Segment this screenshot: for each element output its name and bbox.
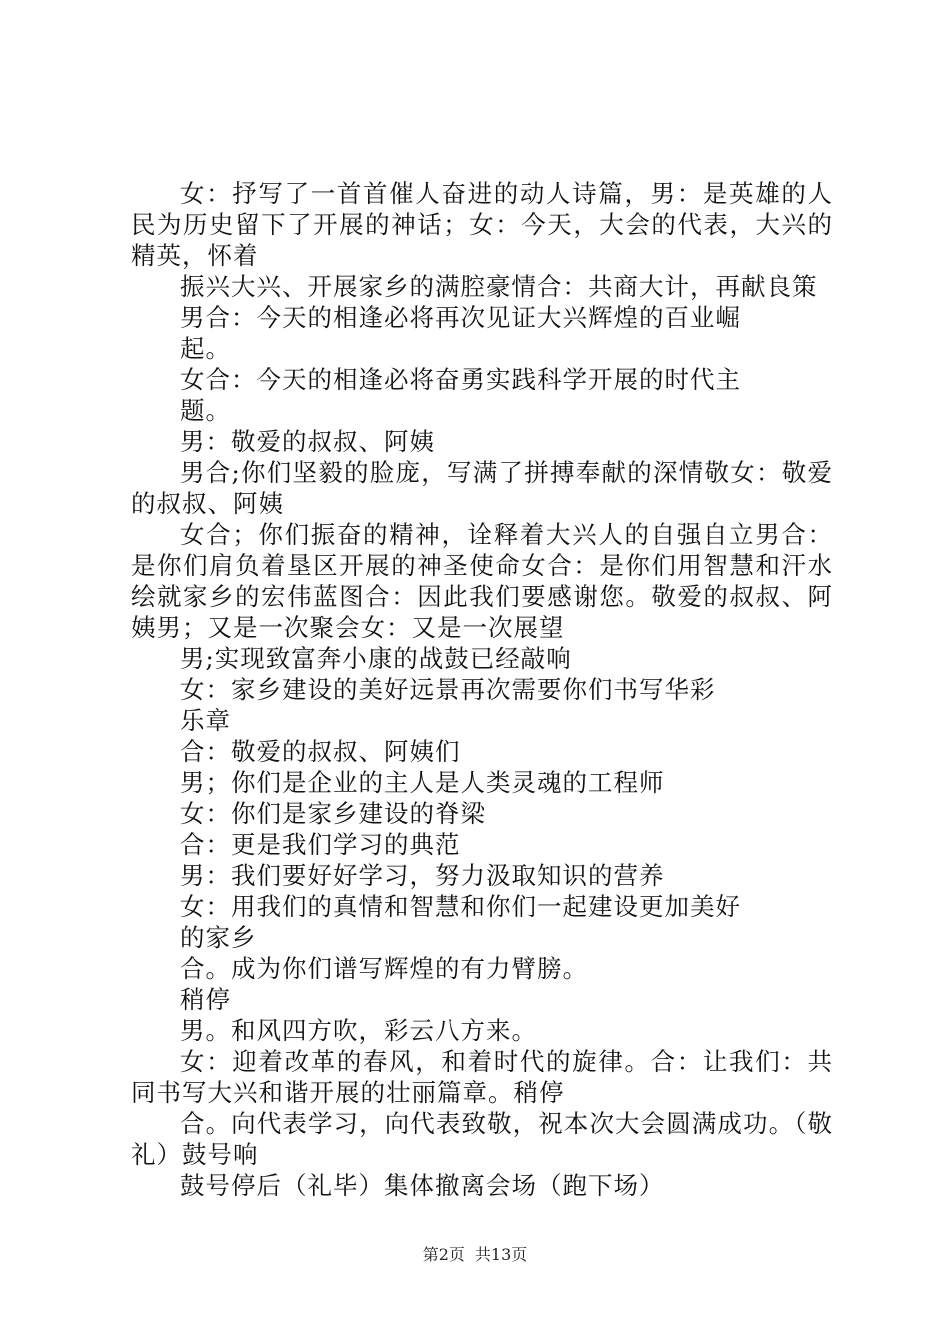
- paragraph: 男合;你们坚毅的脸庞，写满了拼搏奉献的深情敬女：敬爱的叔叔、阿姨: [131, 458, 833, 518]
- page-total: 共13页: [474, 1245, 528, 1264]
- page-number: 第2页: [422, 1245, 465, 1264]
- paragraph: 女：你们是家乡建设的脊梁: [180, 799, 486, 828]
- paragraph: 起。: [180, 334, 231, 363]
- paragraph: 合。向代表学习，向代表致敬，祝本次大会圆满成功。（敬礼）鼓号响: [131, 1109, 833, 1169]
- paragraph: 女：抒写了一首首催人奋进的动人诗篇，男：是英雄的人民为历史留下了开展的神话；女：今天，大会的代表，大兴的精英，怀着: [131, 179, 833, 270]
- paragraph: 男；你们是企业的主人是人类灵魂的工程师: [180, 768, 665, 797]
- paragraph: 女：用我们的真情和智慧和你们一起建设更加美好: [180, 892, 741, 921]
- paragraph: 振兴大兴、开展家乡的满腔豪情合：共商大计，再献良策: [180, 272, 818, 301]
- paragraph: 男：我们要好好学习，努力汲取知识的营养: [180, 861, 665, 890]
- paragraph: 男。和风四方吹，彩云八方来。: [180, 1016, 537, 1045]
- document-body: [131, 178, 833, 1201]
- paragraph: 女：家乡建设的美好远景再次需要你们书写华彩: [180, 675, 716, 704]
- paragraph: 女合；你们振奋的精神，诠释着大兴人的自强自立男合：是你们肩负着垦区开展的神圣使命女合：是你们用智慧和汗水绘就家乡的宏伟蓝图合：因此我们要感谢您。敬爱的叔叔、阿姨男；又是一次聚会女：又是一次展望: [131, 520, 833, 642]
- paragraph: 合。成为你们谱写辉煌的有力臂膀。: [180, 954, 588, 983]
- paragraph: 合：敬爱的叔叔、阿姨们: [180, 737, 461, 766]
- paragraph: 乐章: [180, 706, 231, 735]
- paragraph: 稍停: [180, 985, 231, 1014]
- paragraph: 合：更是我们学习的典范: [180, 830, 461, 859]
- paragraph: 的家乡: [180, 923, 257, 952]
- page-footer: [0, 1242, 950, 1265]
- paragraph: 男合：今天的相逢必将再次见证大兴辉煌的百业崛: [180, 303, 741, 332]
- paragraph: 女：迎着改革的春风，和着时代的旋律。合：让我们：共同书写大兴和谐开展的壮丽篇章。稍停: [131, 1047, 833, 1107]
- paragraph: 女合：今天的相逢必将奋勇实践科学开展的时代主: [180, 365, 741, 394]
- paragraph: 男：敬爱的叔叔、阿姨: [180, 427, 435, 456]
- paragraph: 男;实现致富奔小康的战鼓已经敲响: [180, 644, 572, 673]
- paragraph: 题。: [180, 396, 231, 425]
- paragraph: 鼓号停后（礼毕）集体撤离会场（跑下场）: [180, 1171, 665, 1200]
